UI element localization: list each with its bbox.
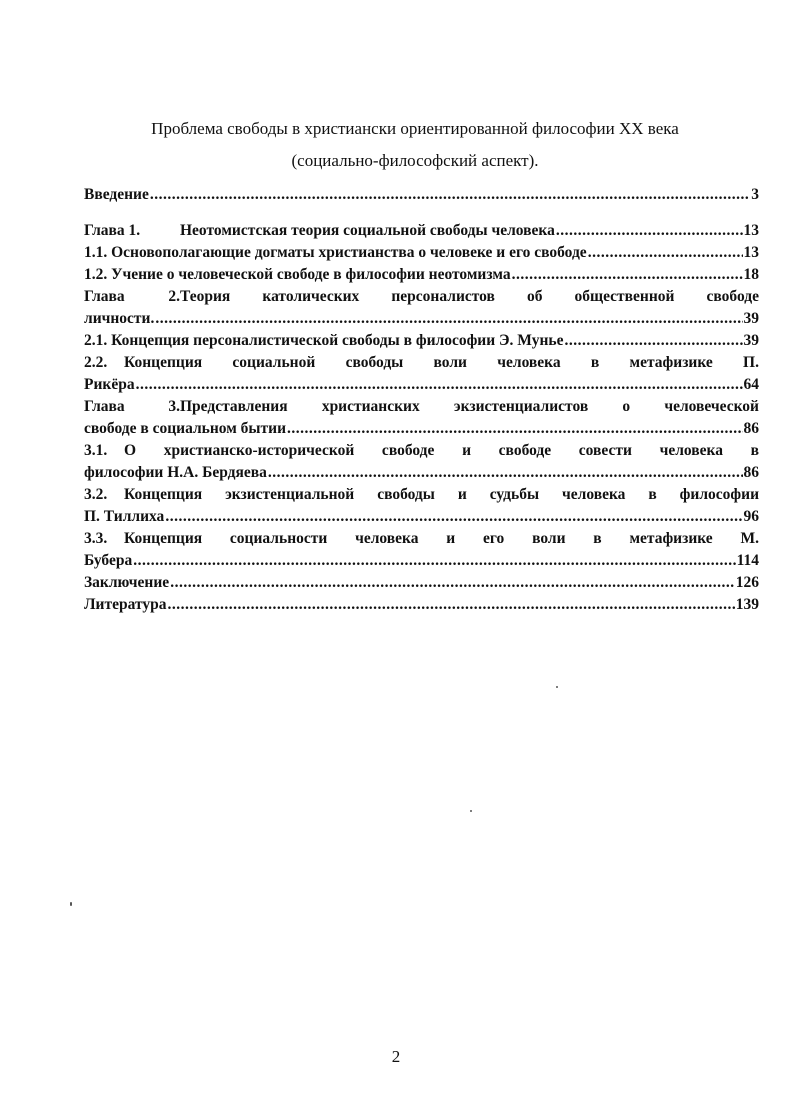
toc-leader-dots	[136, 374, 743, 396]
chapter-number: Глава 3.	[84, 398, 180, 415]
toc-page-number: 13	[743, 244, 759, 261]
toc-page-number: 39	[743, 332, 759, 349]
toc-leader-dots	[268, 462, 743, 484]
toc-leader-dots	[512, 264, 743, 286]
toc-leader-dots	[287, 418, 743, 440]
section-title-line2: Рикёра	[84, 376, 135, 393]
toc-entry-conclusion[interactable]	[84, 572, 759, 594]
toc-leader-dots	[588, 242, 743, 264]
section-title-line1: Концепция социальной свободы воли человека в метафизике П.	[124, 354, 759, 371]
toc-page-number: 96	[743, 508, 759, 525]
toc-label: Литература	[84, 596, 167, 613]
toc-leader-dots	[165, 506, 742, 528]
toc-leader-dots	[564, 330, 742, 352]
section-title-line1: Концепция экзистенциальной свободы и судьбы человека в философии	[124, 486, 759, 503]
toc-leader-dots	[155, 308, 742, 330]
toc-entry-chapter-3[interactable]	[84, 396, 759, 440]
section-title-line1: О христианско-исторической свободе и свободе совести человека в	[124, 442, 759, 459]
chapter-title-line2: личности.	[84, 310, 155, 327]
chapter-title: Неотомистская теория социальной свободы человека	[180, 222, 555, 239]
section-number: 3.1.	[84, 442, 108, 459]
scan-speck	[470, 810, 472, 812]
section-title-line2: П. Тиллиха	[84, 508, 165, 525]
scan-speck	[70, 902, 72, 906]
chapter-title-line1: Теория католических персоналистов об общественной свободе	[180, 288, 759, 305]
toc-label	[84, 220, 555, 242]
document-title: Проблема свободы в христиански ориентированной философии XX века	[151, 119, 679, 138]
toc-leader-dots	[170, 572, 735, 594]
section-title-line2: Бубера	[84, 552, 133, 569]
section-number: 3.2.	[84, 486, 108, 503]
toc-leader-dots	[150, 184, 750, 206]
toc-page-number: 18	[743, 266, 759, 283]
toc-page-number: 86	[743, 464, 759, 481]
toc-leader-dots	[556, 220, 743, 242]
toc-entry-section-3-1[interactable]	[84, 440, 759, 484]
toc-label: 2.1. Концепция персоналистической свободы в философии Э. Мунье	[84, 332, 564, 349]
toc-entry-section-2-2[interactable]	[84, 352, 759, 396]
page-number: 2	[391, 1047, 401, 1066]
chapter-title-line1: Представления христианских экзистенциалистов о человеческой	[180, 398, 759, 415]
toc-entry-chapter-1[interactable]	[84, 220, 759, 242]
scan-speck	[556, 686, 558, 688]
toc-entry-chapter-2[interactable]	[84, 286, 759, 330]
table-of-contents	[84, 184, 759, 616]
toc-label: 1.1. Основополагающие догматы христианства о человеке и его свободе	[84, 244, 587, 261]
toc-entry-section-3-2[interactable]	[84, 484, 759, 528]
toc-label: Заключение	[84, 574, 170, 591]
toc-label: 1.2. Учение о человеческой свободе в философии неотомизма	[84, 266, 511, 283]
toc-page-number: 114	[736, 552, 759, 569]
toc-entry-section-1-1[interactable]	[84, 242, 759, 264]
section-number: 2.2.	[84, 354, 108, 371]
toc-page-number: 39	[743, 310, 759, 327]
toc-leader-dots	[167, 594, 734, 616]
toc-label: Введение	[84, 186, 149, 203]
document-subtitle: (социально-философский аспект).	[291, 151, 539, 170]
toc-page-number: 64	[743, 376, 759, 393]
toc-entry-introduction[interactable]	[84, 184, 759, 206]
section-number: 3.3.	[84, 530, 108, 547]
toc-page-number: 3	[751, 186, 759, 203]
section-title-line2: философии Н.А. Бердяева	[84, 464, 267, 481]
chapter-number: Глава 2.	[84, 288, 180, 305]
toc-page-number: 126	[735, 574, 759, 591]
toc-entry-section-3-3[interactable]	[84, 528, 759, 572]
chapter-title-line2: свободе в социальном бытии	[84, 420, 286, 437]
toc-page-number: 13	[743, 222, 759, 239]
toc-entry-section-2-1[interactable]	[84, 330, 759, 352]
toc-page-number: 139	[735, 596, 759, 613]
section-title-line1: Концепция социальности человека и его воли в метафизике М.	[124, 530, 759, 547]
toc-entry-literature[interactable]	[84, 594, 759, 616]
toc-leader-dots	[133, 550, 735, 572]
toc-entry-section-1-2[interactable]	[84, 264, 759, 286]
toc-page-number: 86	[743, 420, 759, 437]
chapter-number: Глава 1.	[84, 222, 141, 239]
